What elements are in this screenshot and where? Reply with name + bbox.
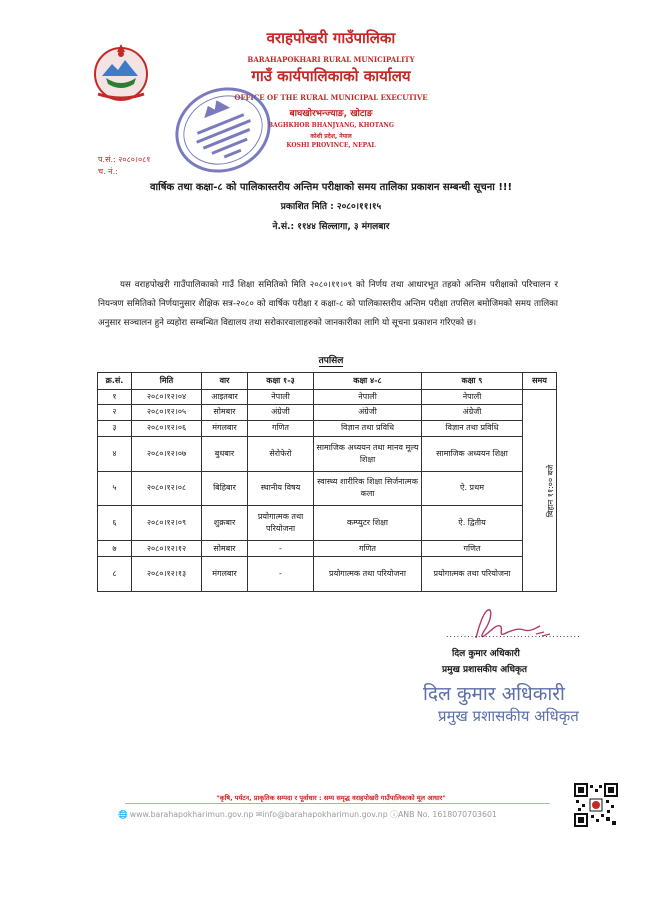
anb-icon: ⓘ — [390, 810, 398, 819]
header-grade-9: कक्षा ९ — [422, 373, 523, 390]
table-row — [98, 436, 557, 471]
cell-grade-4-8: स्वास्थ्य शारीरिक शिक्षा सिर्जनात्मक कला — [314, 471, 422, 506]
footer-contact — [118, 809, 497, 820]
cell-grade-1-3: अंग्रेजी — [248, 405, 314, 420]
cell-grade-9: प्रयोगात्मक तथा परियोजना — [422, 557, 523, 592]
globe-icon: 🌐 — [118, 810, 128, 819]
cell-grade-9: नेपाली — [422, 390, 523, 405]
footer-email[interactable]: info@barahapokharimun.gov.np — [262, 810, 388, 819]
cell-date: २०८०।१२।०६ — [132, 420, 202, 436]
cell-grade-1-3: प्रयोगात्मक तथा परियोजना — [248, 506, 314, 541]
footer-divider — [125, 803, 550, 804]
cell-grade-4-8: सामाजिक अध्ययन तथा मानव मूल्य शिक्षा — [314, 436, 422, 471]
cell-grade-1-3: गणित — [248, 420, 314, 436]
table-row — [98, 506, 557, 541]
signatory-title: प्रमुख प्रशासकीय अधिकृत — [442, 665, 528, 675]
signature-line: ...................................... — [446, 630, 581, 639]
municipality-name-np: वराहपोखरी गाउँपालिका — [266, 29, 396, 47]
cell-day: आइतबार — [202, 390, 248, 405]
cell-date: २०८०।१२।०८ — [132, 471, 202, 506]
title-stamp: प्रमुख प्रशासकीय अधिकृत — [438, 707, 579, 725]
cell-serial: ५ — [98, 471, 132, 506]
header-day: वार — [202, 373, 248, 390]
cell-day: बुधबार — [202, 436, 248, 471]
cell-grade-9: विज्ञान तथा प्रविधि — [422, 420, 523, 436]
cell-grade-1-3: - — [248, 540, 314, 556]
email-icon: ✉ — [255, 810, 263, 819]
cell-date: २०८०।१२।०९ — [132, 506, 202, 541]
header-grade-4-8: कक्षा ४-८ — [314, 373, 422, 390]
notice-body: यस वराहपोखरी गाउँपालिकाको गाउँ शिक्षा समितिको मिति २०८०।११।०९ को निर्णय तथा आधारभूत तहको अन्तिम परीक्षाको परिचालन र नियन्त्रण समितिको निर्णयानुसार शैक्षिक सत्र-२०८० को वार्षिक परीक्षा र कक्षा-८ को पालिकास्तरीय अन्तिम परीक्षा तपसिल बमोजिमको समय तालिका अनुसार सञ्चालन हुने व्यहोरा सम्बन्धित विद्यालय तथा सरोकारवालाहरुको जानकारीका लागि यो सूचना प्रकाशन गरिएको छ। — [98, 280, 558, 328]
cell-day: मंगलबार — [202, 420, 248, 436]
cell-grade-1-3: स्थानीय विषय — [248, 471, 314, 506]
office-place-en: BAGHKHOR BHANJYANG, KHOTANG — [267, 122, 395, 129]
cell-serial: २ — [98, 405, 132, 420]
nepal-sambat-date: ने.सं.: ११४४ सिल्लागा, ३ मंगलबार — [272, 222, 390, 232]
signatory-name: दिल कुमार अधिकारी — [452, 649, 520, 659]
cell-day: सोमबार — [202, 540, 248, 556]
header-grade-1-3: कक्षा १-३ — [248, 373, 314, 390]
office-seal-stamp — [172, 82, 274, 178]
office-name-np: गाउँ कार्यपालिकाको कार्यालय — [251, 67, 411, 85]
province-en: KOSHI PROVINCE, NEPAL — [286, 142, 376, 149]
table-row — [98, 557, 557, 592]
cell-exam-time — [523, 390, 557, 592]
cell-serial: ७ — [98, 540, 132, 556]
table-row — [98, 420, 557, 436]
cell-day: बिहिबार — [202, 471, 248, 506]
cell-grade-4-8: विज्ञान तथा प्रविधि — [314, 420, 422, 436]
cell-day: मंगलबार — [202, 557, 248, 592]
dispatch-number: च. नं.: — [98, 167, 118, 176]
cell-grade-4-8: कम्प्युटर शिक्षा — [314, 506, 422, 541]
header-serial: क्र.सं. — [98, 373, 132, 390]
published-date: प्रकाशित मिति : २०८०।११।१५ — [280, 202, 382, 212]
cell-date: २०८०।१२।०७ — [132, 436, 202, 471]
cell-day: शुक्रबार — [202, 506, 248, 541]
municipality-name-en: BARAHAPOKHARI RURAL MUNICIPALITY — [247, 55, 415, 64]
office-place-np: बाघखोरभन्ज्याङ, खोटाङ — [289, 109, 373, 119]
footer-anb: ANB No. 1618070703601 — [397, 810, 497, 819]
name-stamp: दिल कुमार अधिकारी — [423, 683, 565, 705]
table-row — [98, 405, 557, 420]
table-row — [98, 471, 557, 506]
cell-grade-4-8: अंग्रेजी — [314, 405, 422, 420]
cell-date: २०८०।१२।०४ — [132, 390, 202, 405]
cell-grade-9: अंग्रेजी — [422, 405, 523, 420]
cell-grade-4-8: प्रयोगात्मक तथा परियोजना — [314, 557, 422, 592]
cell-grade-4-8: गणित — [314, 540, 422, 556]
cell-grade-9: ऐ. द्वितीय — [422, 506, 523, 541]
cell-grade-9: ऐ. प्रथम — [422, 471, 523, 506]
exam-time-text: बिहान ११:०० बजे — [546, 464, 556, 517]
table-row — [98, 540, 557, 556]
cell-date: २०८०।१२।१३ — [132, 557, 202, 592]
table-header-row — [98, 373, 557, 390]
cell-serial: १ — [98, 390, 132, 405]
cell-grade-1-3: - — [248, 557, 314, 592]
table-row — [98, 390, 557, 405]
cell-serial: ४ — [98, 436, 132, 471]
cell-grade-1-3: नेपाली — [248, 390, 314, 405]
qr-code-icon — [574, 783, 618, 827]
cell-date: २०८०।१२।१२ — [132, 540, 202, 556]
cell-grade-9: गणित — [422, 540, 523, 556]
notice-title: वार्षिक तथा कक्षा-८ को पालिकास्तरीय अन्तिम परीक्षाको समय तालिका प्रकाशन सम्बन्धी सूचना !!! — [149, 182, 513, 193]
schedule-title: तपसिल — [318, 356, 344, 366]
header-date: मिति — [132, 373, 202, 390]
cell-serial: ३ — [98, 420, 132, 436]
footer-slogan: "कृषि, पर्यटन, प्राकृतिक सम्पदा र पूर्वाधार : सम्य समृद्ध वराहपोखरी गाउँपालिकाको मूल आधार" — [216, 794, 446, 802]
office-name-en: OFFICE OF THE RURAL MUNICIPAL EXECUTIVE — [234, 93, 428, 102]
cell-grade-4-8: नेपाली — [314, 390, 422, 405]
cell-day: सोमबार — [202, 405, 248, 420]
footer-website[interactable]: www.barahapokharimun.gov.np — [129, 810, 254, 819]
cell-serial: ८ — [98, 557, 132, 592]
cell-date: २०८०।१२।०५ — [132, 405, 202, 420]
header-time: समय — [523, 373, 557, 390]
cell-grade-9: सामाजिक अध्ययन शिक्षा — [422, 436, 523, 471]
cell-grade-1-3: सेरोफेरो — [248, 436, 314, 471]
province-np: कोशी प्रदेश, नेपाल — [310, 133, 352, 140]
cell-serial: ६ — [98, 506, 132, 541]
exam-schedule-table — [97, 372, 557, 592]
letter-reference-number: प.सं.: २०८०।०८१ — [98, 155, 151, 164]
